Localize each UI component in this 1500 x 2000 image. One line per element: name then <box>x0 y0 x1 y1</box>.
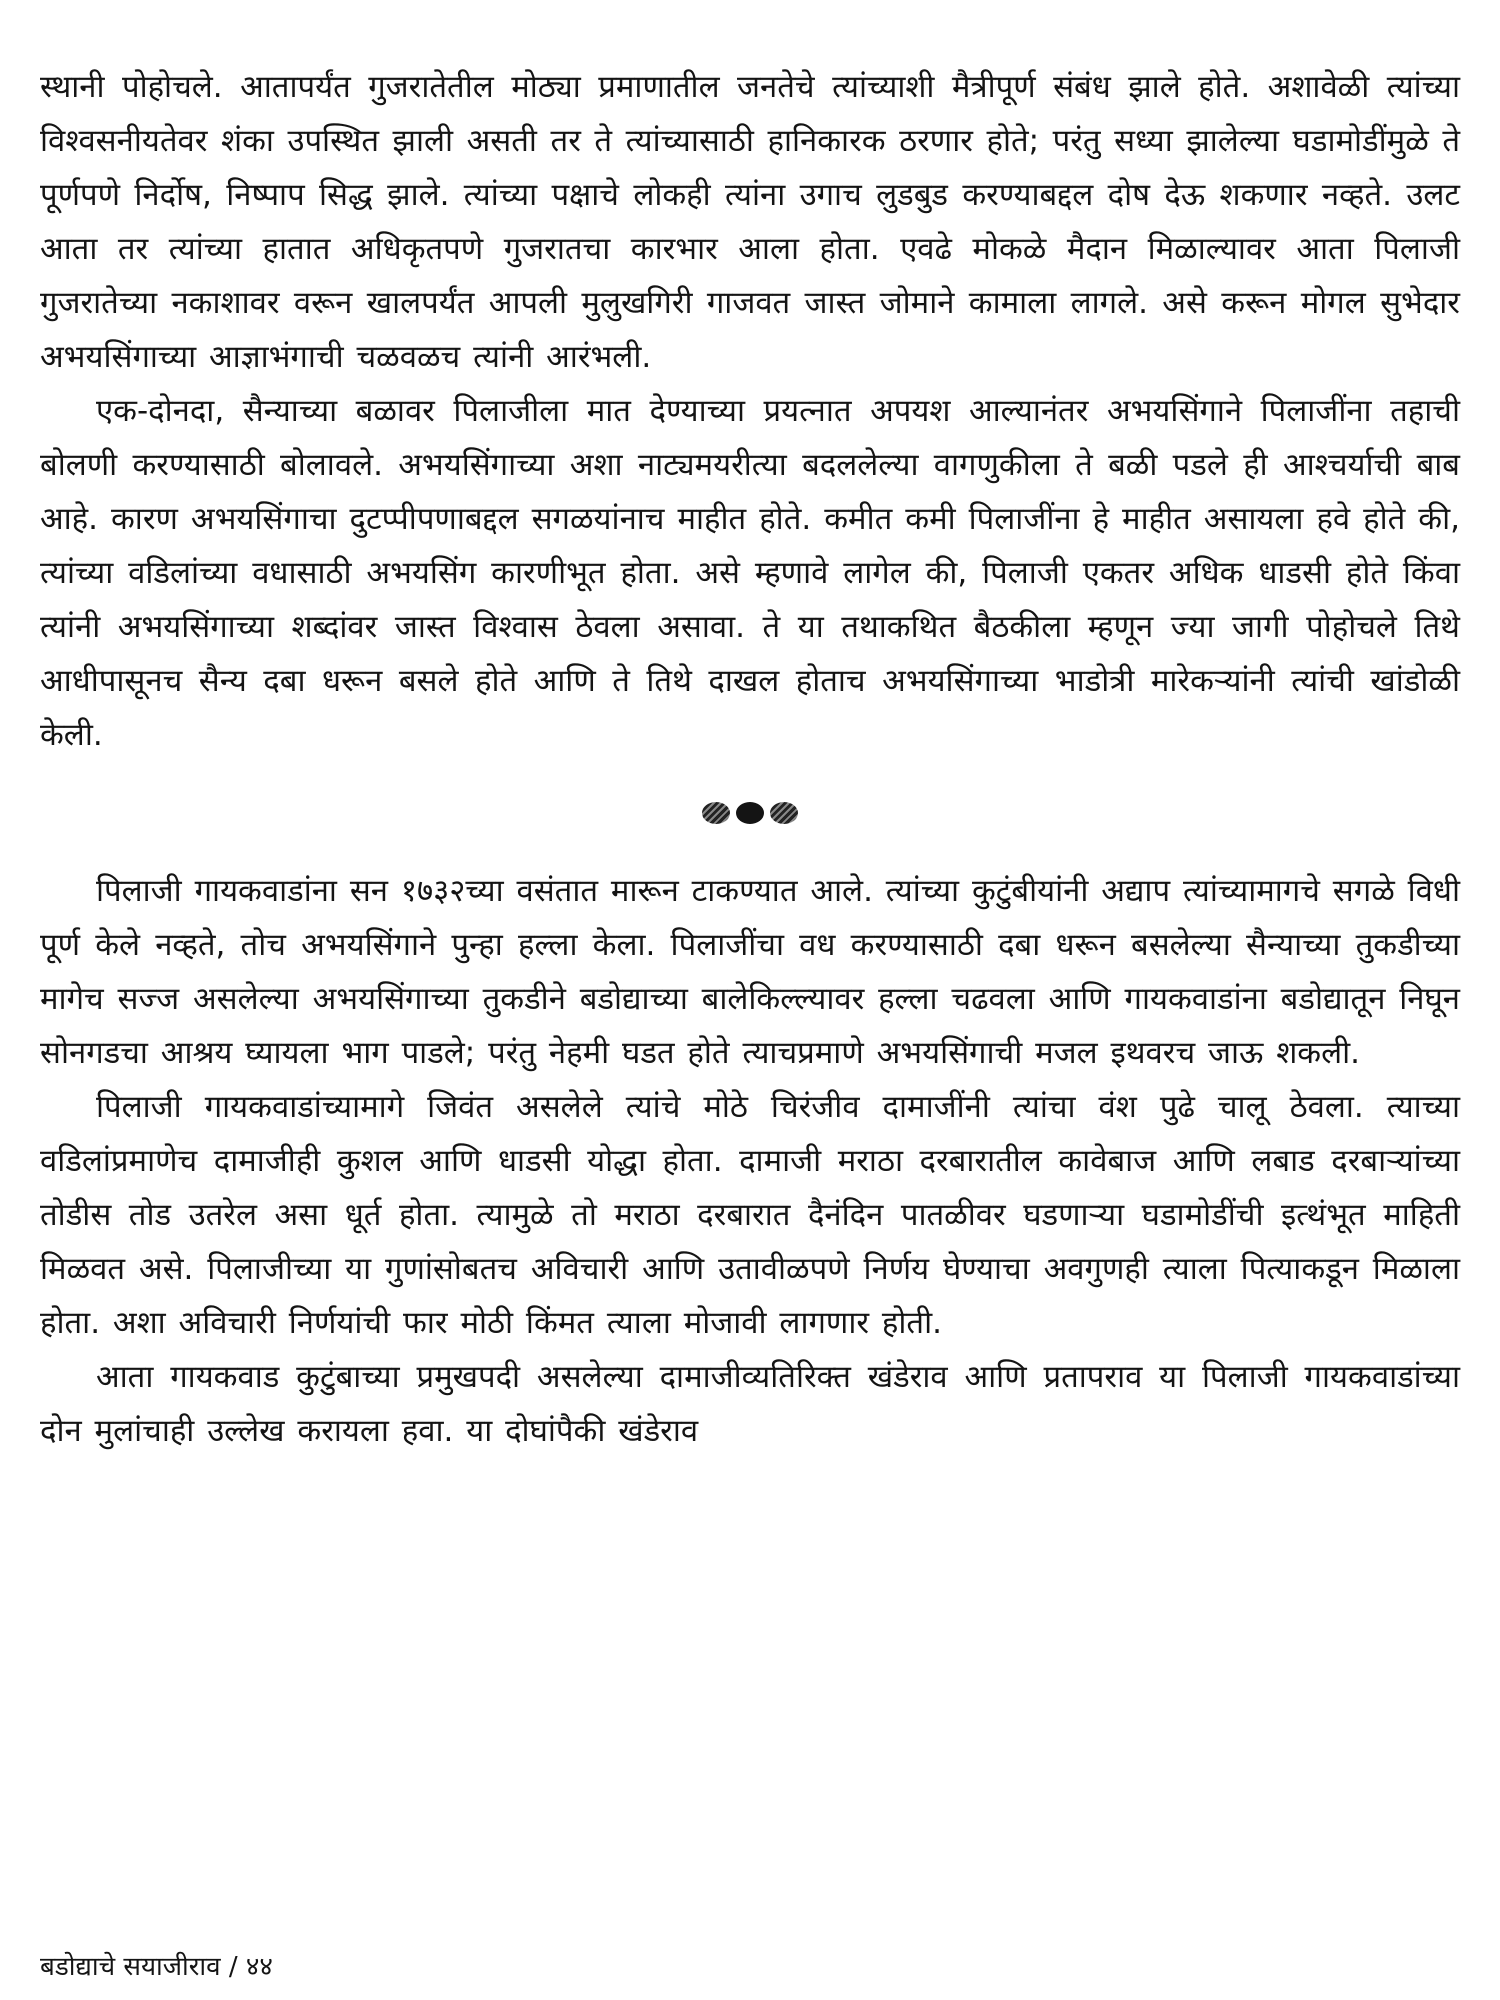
paragraph-sons: आता गायकवाड कुटुंबाच्या प्रमुखपदी असलेल्या दामाजीव्यतिरिक्त खंडेराव आणि प्रतापराव या पिलाजी गायकवाडांच्या दोन मुलांचाही उल्लेख करायला हवा. या दोघांपैकी खंडेराव <box>40 1359 1460 1449</box>
separator-dot-right <box>770 802 798 824</box>
paragraph-damaji: पिलाजी गायकवाडांच्यामागे जिवंत असलेले त्यांचे मोठे चिरंजीव दामाजींनी त्यांचा वंश पुढे चालू ठेवला. त्याच्या वडिलांप्रमाणेच दामाजीही कुशल आणि धाडसी योद्धा होता. दामाजी मराठा दरबारातील कावेबाज आणि लबाड दरबाऱ्यांच्या तोडीस तोड उतरेल असा धूर्त होता. त्यामुळे तो मराठा दरबारात दैनंदिन पातळीवर घडणाऱ्या घडामोडींची इत्थंभूत माहिती मिळवत असे. पिलाजीच्या या गुणांसोबतच अविचारी आणि उतावीळपणे निर्णय घेण्याचा अवगुणही त्याला पित्याकडून मिळाला होता. अशा अविचारी निर्णयांची फार मोठी किंमत त्याला मोजावी लागणार होती. <box>40 1089 1460 1341</box>
paragraph-pilaji-death: पिलाजी गायकवाडांना सन १७३२च्या वसंतात मारून टाकण्यात आले. त्यांच्या कुटुंबीयांनी अद्याप त्यांच्यामागचे सगळे विधी पूर्ण केले नव्हते, तोच अभयसिंगाने पुन्हा हल्ला केला. पिलाजींचा वध करण्यासाठी दबा धरून बसलेल्या सैन्याच्या तुकडीच्या मागेच सज्ज असलेल्या अभयसिंगाच्या तुकडीने बडोद्याच्या बालेकिल्ल्यावर हल्ला चढवला आणि गायकवाडांना बडोद्यातून निघून सोनगडचा आश्रय घ्यायला भाग पाडले; परंतु नेहमी घडत होते त्याचप्रमाणे अभयसिंगाची मजल इथवरच जाऊ शकली. <box>40 873 1460 1071</box>
paragraph-continued: स्थानी पोहोचले. आतापर्यंत गुजरातेतील मोठ्या प्रमाणातील जनतेचे त्यांच्याशी मैत्रीपूर्ण संबंध झाले होते. अशावेळी त्यांच्या विश्वसनीयतेवर शंका उपस्थित झाली असती तर ते त्यांच्यासाठी हानिकारक ठरणार होते; परंतु सध्या झालेल्या घडामोडींमुळे ते पूर्णपणे निर्दोष, निष्पाप सिद्ध झाले. त्यांच्या पक्षाचे लोकही त्यांना उगाच लुडबुड करण्याबद्दल दोष देऊ शकणार नव्हते. उलट आता तर त्यांच्या हातात अधिकृतपणे गुजरातचा कारभार आला होता. एवढे मोकळे मैदान मिळाल्यावर आता पिलाजी गुजरातेच्या नकाशावर वरून खालपर्यंत आपली मुलुखगिरी गाजवत जास्त जोमाने कामाला लागले. असे करून मोगल सुभेदार अभयसिंगाच्या आज्ञाभंगाची चळवळच त्यांनी आरंभली. <box>40 69 1460 375</box>
page-footer: बडोद्याचे सयाजीराव / ४४ <box>40 1952 273 1982</box>
separator-dot-left <box>702 802 730 824</box>
separator-dot-center <box>736 802 764 824</box>
section-separator <box>40 798 1460 828</box>
paragraph-abhaysing-treaty: एक-दोनदा, सैन्याच्या बळावर पिलाजीला मात देण्याच्या प्रयत्नात अपयश आल्यानंतर अभयसिंगाने पिलाजींना तहाची बोलणी करण्यासाठी बोलावले. अभयसिंगाच्या अशा नाट्यमयरीत्या बदललेल्या वागणुकीला ते बळी पडले ही आश्चर्याची बाब आहे. कारण अभयसिंगाचा दुटप्पीपणाबद्दल सगळयांनाच माहीत होते. कमीत कमी पिलाजींना हे माहीत असायला हवे होते की, त्यांच्या वडिलांच्या वधासाठी अभयसिंग कारणीभूत होता. असे म्हणावे लागेल की, पिलाजी एकतर अधिक धाडसी होते किंवा त्यांनी अभयसिंगाच्या शब्दांवर जास्त विश्वास ठेवला असावा. ते या तथाकथित बैठकीला म्हणून ज्या जागी पोहोचले तिथे आधीपासूनच सैन्य दबा धरून बसले होते आणि ते तिथे दाखल होताच अभयसिंगाच्या भाडोत्री मारेकऱ्यांनी त्यांची खांडोळी केली. <box>40 393 1460 753</box>
